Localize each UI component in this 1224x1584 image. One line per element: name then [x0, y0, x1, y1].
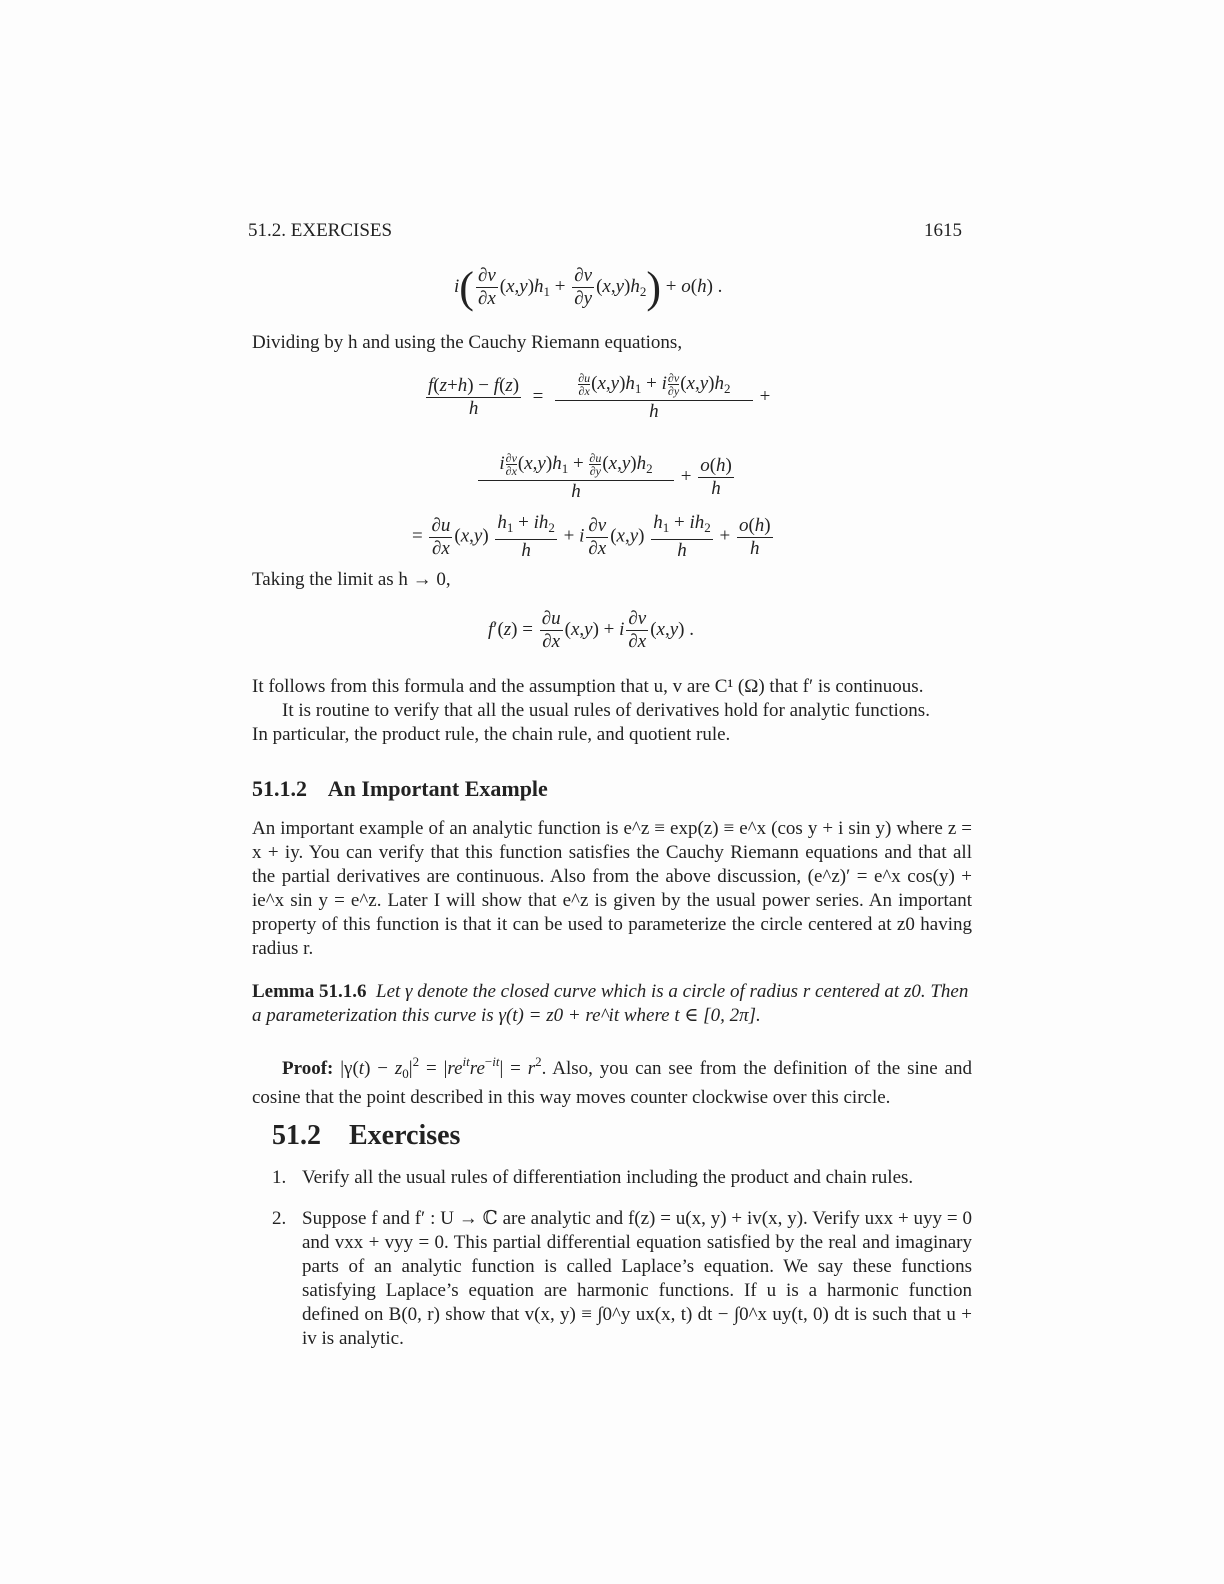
paragraph-routine-1: It is routine to verify that all the usual rules of derivatives hold for analytic functions.: [282, 700, 930, 721]
section-heading: [272, 1120, 460, 1152]
paragraph-follows: It follows from this formula and the assumption that u, v are C¹ (Ω) that f′ is continuous.: [252, 676, 924, 697]
exercise-item: [272, 1207, 972, 1351]
page-number: 1615: [924, 220, 962, 241]
lemma-block: [252, 980, 972, 1028]
paragraph-example: An important example of an analytic function is e^z ≡ exp(z) ≡ e^x (cos y + i sin y) where z = x + iy. You can verify that this function satisfies the Cauchy Riemann equations and that all the partial derivatives are continuous. Also from the above discussion, (e^z)′ = e^x cos(y) + ie^x sin y = e^z. Later I will show that e^z is given by the usual power series. An important property of this function is that it can be used to parameterize the circle centered at z0 having radius r.: [252, 818, 972, 959]
exercise-list: [272, 1166, 972, 1351]
exercise-item: [272, 1166, 972, 1190]
paragraph-dividing: Dividing by h and using the Cauchy Riemann equations,: [252, 332, 683, 353]
equation-derivative: f′(z) = $\frac{\partial u}{\partial x}$ (x,y) + i $\frac{\partial v}{\partial x}$ (x,y) .: [488, 608, 694, 652]
subsection-number: 51.1.2: [252, 776, 307, 801]
exercise-text: Suppose f and f′ : U → ℂ are analytic and f(z) = u(x, y) + iv(x, y). Verify uxx + uyy = 0 and vxx + vyy = 0. This partial differential equation satisfied by the real and imaginary parts of an analytic function is called Laplace’s equation. We say these functions satisfying Laplace’s equation are harmonic functions. If u is a harmonic function defined on B(0, r) show that v(x, y) ≡ ∫0^y ux(x, t) dt − ∫0^x uy(t, 0) dt is such that u + iv is analytic.: [302, 1208, 972, 1349]
section-number: 51.2: [272, 1120, 321, 1151]
equation-difference-quotient-3: = $\frac{\partial u}{\partial x}$ (x,y) $\frac{h_1 + ih_2}{h}$ + i $\frac{\partial v}{\partial x}$ (x,y) $\frac{h_1 + ih_2}{h}$ + $\frac{o(h)}{h}$: [412, 512, 771, 561]
section-title: Exercises: [349, 1120, 461, 1151]
subsection-title: An Important Example: [327, 776, 548, 801]
equation-difference-quotient-1: $\frac{f(z+h) - f(z)}{h}$ = $\frac{\partial u}{\partial x}$ $(x,y)h_1 + i$ $\frac{\partial v}{\partial y}$ $(x,y)h_2$ h +: [428, 371, 771, 422]
equation-difference-quotient-2: i $\frac{\partial v}{\partial x}$ $(x,y)h_1$ + $\frac{\partial u}{\partial y}$ $(x,y)h_2$ h + $\frac{o(h)}{h}$: [476, 452, 736, 503]
lemma-label: Lemma 51.1.6: [252, 981, 367, 1002]
lemma-statement: Let γ denote the closed curve which is a circle of radius r centered at z0. Then a parameterization this curve is γ(t) = z0 + re^it where t ∈ [0, 2π].: [252, 981, 969, 1026]
exercise-number: 2.: [272, 1208, 287, 1229]
paragraph-taking-limit: Taking the limit as h → 0,: [252, 569, 451, 590]
proof-text: Also, you can see from the definition of the sine and cosine that the point described in this way moves counter clockwise over this circle.: [252, 1058, 972, 1108]
exercise-number: 1.: [272, 1167, 287, 1188]
proof-block: [252, 1050, 972, 1110]
proof-label: Proof:: [282, 1058, 334, 1079]
paragraph-routine-2: In particular, the product rule, the chain rule, and quotient rule.: [252, 724, 731, 745]
subsection-heading: [252, 776, 548, 802]
proof-formula: $|\gamma(t) - z_0|^2 = |re^{it}re^{-it}| = r^2$.: [340, 1054, 547, 1081]
equation-continuation: i( $\frac{\partial v}{\partial x}$ $(x,y)h_1$ + $\frac{\partial v}{\partial y}$ $(x,y)h_2) + o(h)$ .: [454, 263, 723, 312]
exercise-text: Verify all the usual rules of differentiation including the product and chain rules.: [302, 1167, 914, 1188]
running-header-section: 51.2. EXERCISES: [248, 220, 393, 241]
